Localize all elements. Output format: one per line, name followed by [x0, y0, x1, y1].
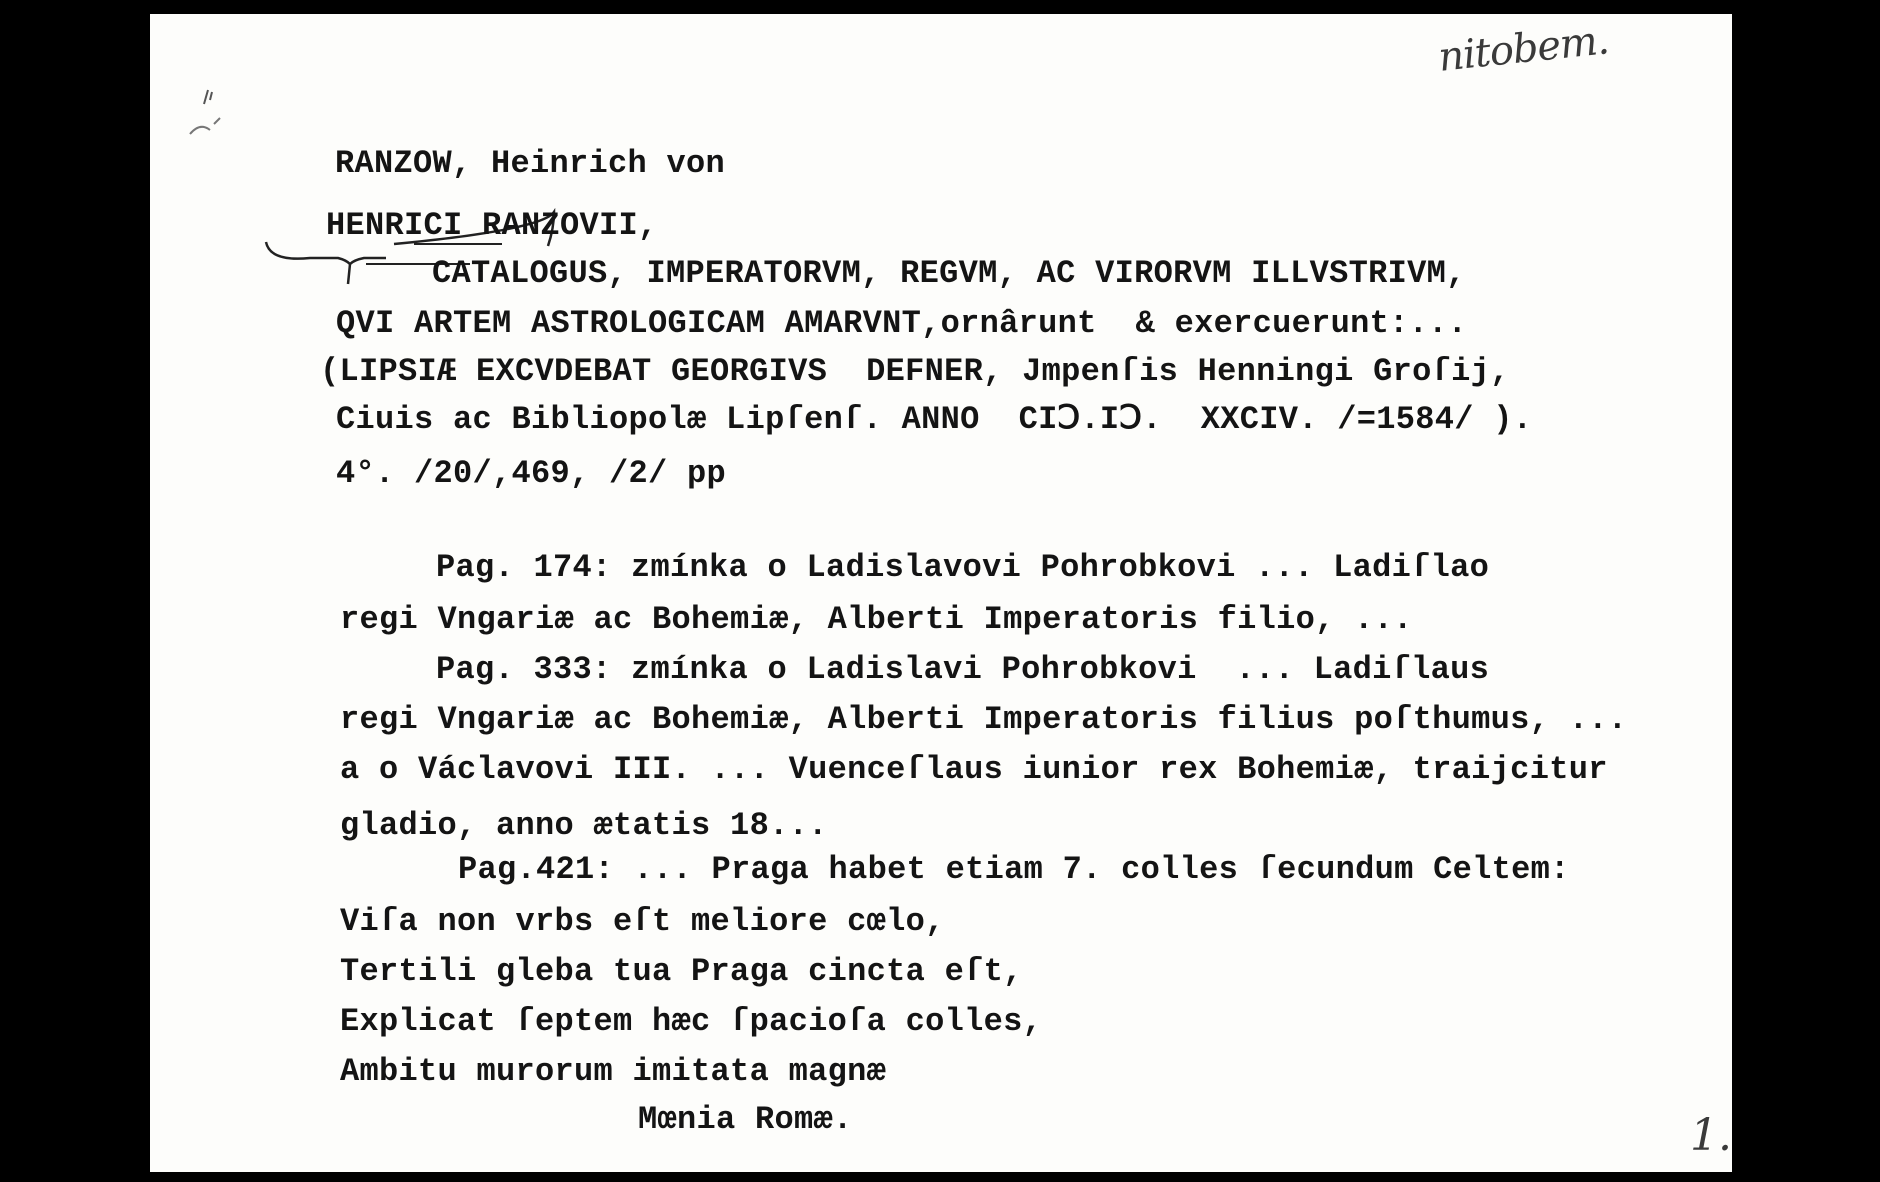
author-heading: RANZOW, Heinrich von [335, 145, 726, 182]
note-line: gladio, anno ætatis 18... [340, 807, 828, 844]
collation-line: 4°. /20/,469, /2/ pp [336, 455, 727, 492]
verse-line: Mœnia Romæ. [638, 1101, 853, 1138]
catalog-card [150, 14, 1732, 1172]
note-line: a o Václavovi III. ... Vuenceſlaus iunior rex Bohemiæ, traijcitur [340, 751, 1608, 788]
title-line: CATALOGUS, IMPERATORVM, REGVM, AC VIRORVM ILLVSTRIVM, [432, 255, 1466, 292]
verse-line: Explicat ſeptem hæc ſpacioſa colles, [340, 1003, 1043, 1040]
card-number: 1. [1690, 1110, 1732, 1161]
title-line: QVI ARTEM ASTROLOGICAM AMARVNT,ornârunt & exercuerunt:... [336, 305, 1468, 342]
note-line: regi Vngariæ ac Bohemiæ, Alberti Imperatoris filio, ... [340, 601, 1413, 638]
handwritten-note: nitobem. [1436, 17, 1611, 81]
title-line: HENRICI RANZOVII, [326, 207, 658, 244]
verse-line: Viſa non vrbs eſt meliore cœlo, [340, 903, 945, 940]
verse-line: Ambitu murorum imitata magnæ [340, 1053, 887, 1090]
imprint-line: (LIPSIÆ EXCVDEBAT GEORGIVS DEFNER, Jmpenſis Henningi Groſij, [320, 353, 1510, 390]
note-line: Pag. 174: zmínka o Ladislavovi Pohrobkovi ... Ladiſlao [436, 549, 1490, 586]
note-line: Pag.421: ... Praga habet etiam 7. colles ſecundum Celtem: [458, 851, 1570, 888]
verse-line: Tertili gleba tua Praga cincta eſt, [340, 953, 1023, 990]
imprint-line: Ciuis ac Bibliopolæ Lipſenſ. ANNO CIↃ.IↃ. XXCIV. /=1584/ ). [336, 401, 1533, 438]
note-line: Pag. 333: zmínka o Ladislavi Pohrobkovi ... Ladiſlaus [436, 651, 1490, 688]
note-line: regi Vngariæ ac Bohemiæ, Alberti Imperatoris filius poſthumus, ... [340, 701, 1628, 738]
